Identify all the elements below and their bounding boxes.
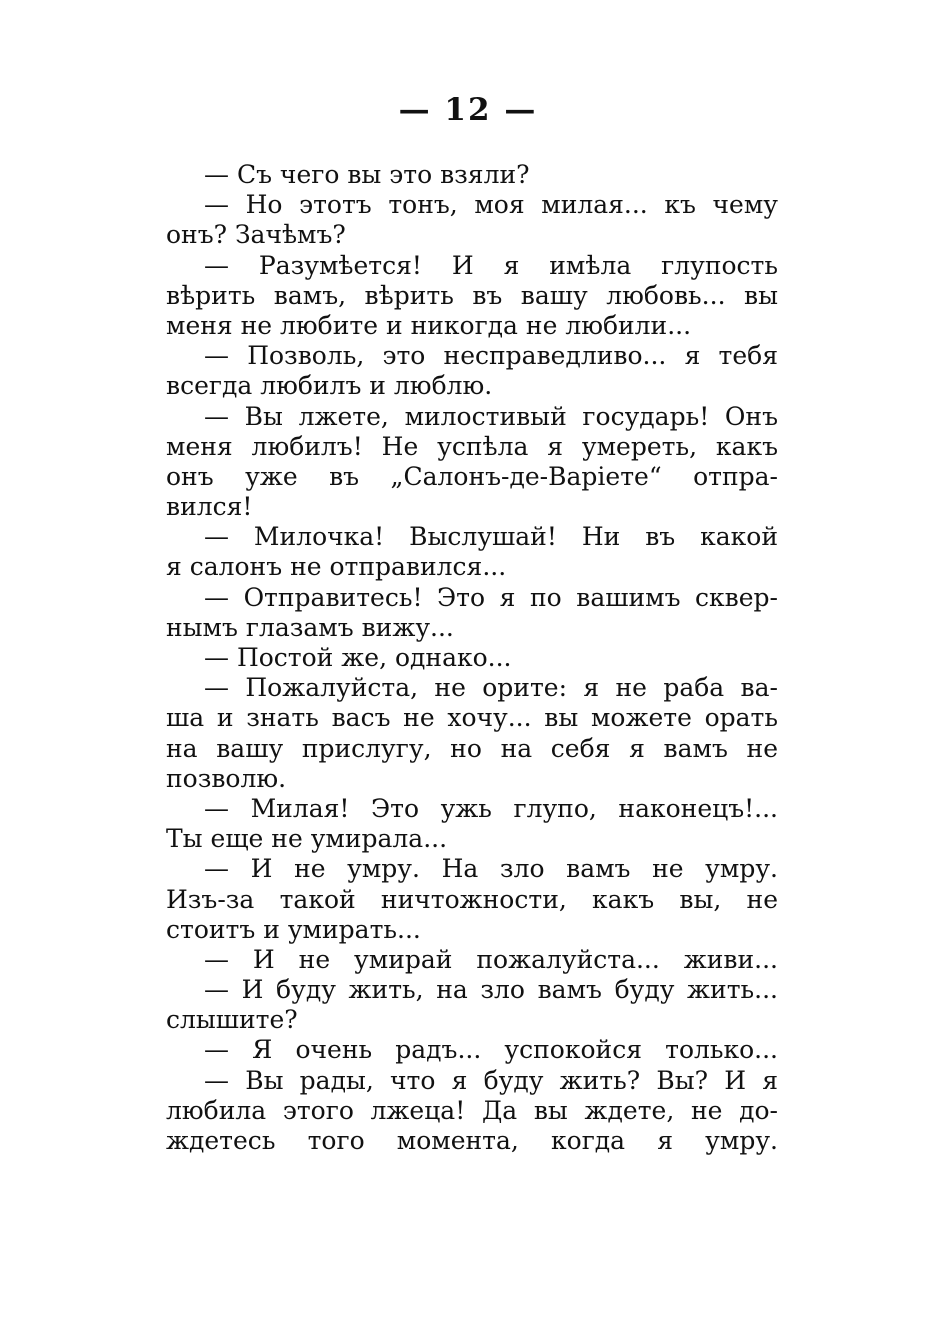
text-line: вѣрить вамъ, вѣрить въ вашу любовь... вы <box>166 280 778 310</box>
text-line: Ты еще не умирала... <box>166 824 448 854</box>
text-line: — Съ чего вы это взяли? <box>204 160 530 189</box>
text-line: ша и знать васъ не хочу... вы можете орать <box>166 703 778 733</box>
text-line: — И буду жить, на зло вамъ буду жить... <box>204 975 778 1005</box>
text-line: вился! <box>166 492 253 522</box>
text-line: меня не любите и никогда не любили... <box>166 310 692 340</box>
text-line: — Милочка! Выслушай! Ни въ какой <box>204 522 778 552</box>
text-line: — Позволь, это несправедливо... я тебя <box>204 341 778 371</box>
text-line: — И не умирай пожалуйста... живи... <box>204 944 778 974</box>
text-line: — Разумѣется! И я имѣла глупость <box>204 250 778 280</box>
text-line: нымъ глазамъ вижу... <box>166 612 454 642</box>
text-line: на вашу прислугу, но на себя я вамъ не <box>166 733 778 763</box>
text-line: онъ уже въ „Салонъ-де-Варіете“ отпра- <box>166 461 778 491</box>
text-line: — Пожалуйста, не орите: я не раба ва- <box>204 673 778 703</box>
body-text <box>166 160 778 1156</box>
page-number: — 12 — <box>398 92 538 128</box>
text-line: меня любилъ! Не успѣла я умереть, какъ <box>166 431 778 461</box>
text-line: ждетесь того момента, когда я умру. <box>166 1126 778 1155</box>
text-line: Изъ-за такой ничтожности, какъ вы, не <box>166 884 778 914</box>
text-line: — И не умру. На зло вамъ не умру. <box>204 854 778 884</box>
text-line: всегда любилъ и люблю. <box>166 371 493 401</box>
text-line: — Вы рады, что я буду жить? Вы? И я <box>204 1065 778 1095</box>
text-line: любила этого лжеца! Да вы ждете, не до- <box>166 1095 778 1125</box>
text-line: — Вы лжете, милостивый государь! Онъ <box>204 401 778 431</box>
text-line: — Но этотъ тонъ, моя милая... къ чему <box>204 190 778 220</box>
text-line: онъ? Зачѣмъ? <box>166 220 346 250</box>
text-line: стоитъ и умирать... <box>166 914 421 944</box>
text-line: — Милая! Это ужь глупо, наконецъ!... <box>204 793 778 823</box>
text-line: я салонъ не отправился... <box>166 552 507 582</box>
text-line: слышите? <box>166 1005 298 1035</box>
text-line: — Постой же, однако... <box>204 643 512 672</box>
text-line: — Я очень радъ... успокойся только... <box>204 1035 778 1065</box>
text-line: позволю. <box>166 763 287 793</box>
text-line: — Отправитесь! Это я по вашимъ сквер- <box>204 582 778 612</box>
